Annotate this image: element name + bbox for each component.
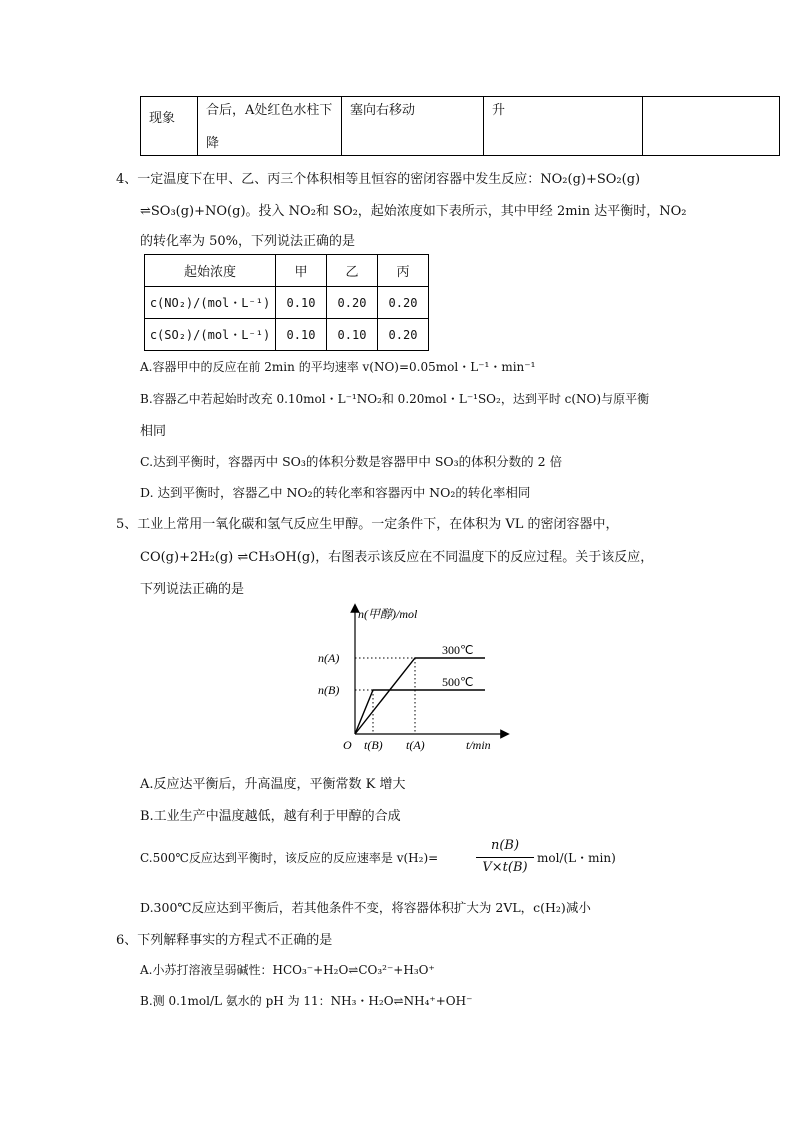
q4-option-c: C.达到平衡时，容器丙中 SO₃的体积分数是容器甲中 SO₃的体积分数的 2 倍 <box>140 454 563 469</box>
fraction-bar <box>476 857 534 858</box>
q5-stem-line1: 5、工业上常用一氧化碳和氢气反应生甲醇。一定条件下，在体积为 VL 的密闭容器中， <box>116 517 619 532</box>
q5-option-c-suffix: mol/(L・min) <box>537 851 616 865</box>
origin-label: O <box>343 738 352 752</box>
table-cell: 0.20 <box>327 287 378 319</box>
table-row <box>145 287 429 319</box>
q4-stem-line1: 4、一定温度下在甲、乙、丙三个体积相等且恒容的密闭容器中发生反应：NO₂(g)+SO₂(g) <box>116 172 641 187</box>
continuation-table <box>140 96 780 156</box>
y-axis-label: n(甲醇)/mol <box>358 607 418 621</box>
q5-stem-line3: 下列说法正确的是 <box>140 582 245 597</box>
table-cell: 0.10 <box>276 287 327 319</box>
table-cell: c(NO₂)/(mol・L⁻¹) <box>145 287 276 319</box>
table-header: 起始浓度 <box>145 255 276 287</box>
q5-option-b: B.工业生产中温度越低，越有利于甲醇的合成 <box>140 809 401 824</box>
q4-option-b: B.容器乙中若起始时改充 0.10mol・L⁻¹NO₂和 0.20mol・L⁻¹SO₂，达到平时 c(NO)与原平衡 <box>140 392 650 406</box>
table-header: 乙 <box>327 255 378 287</box>
table-header: 丙 <box>378 255 429 287</box>
table-row <box>145 319 429 351</box>
curve-300-label: 300℃ <box>442 643 474 657</box>
curve-500c <box>355 690 485 734</box>
q4-option-a: A.容器甲中的反应在前 2min 的平均速率 v(NO)=0.05mol・L⁻¹・min⁻¹ <box>140 360 536 374</box>
q5-fraction-numerator: n(B) <box>490 838 520 853</box>
table-cell: c(SO₂)/(mol・L⁻¹) <box>145 319 276 351</box>
curve-500-label: 500℃ <box>442 675 474 689</box>
curve-300c <box>355 658 485 734</box>
table-row <box>145 255 429 287</box>
table-cell: 0.10 <box>327 319 378 351</box>
table-cell: 塞向右移动 <box>350 103 416 118</box>
q4-option-d: D. 达到平衡时，容器乙中 NO₂的转化率和容器丙中 NO₂的转化率相同 <box>140 485 531 500</box>
q5-stem-line2: CO(g)+2H₂(g) ⇌CH₃OH(g)，右图表示该反应在不同温度下的反应过程。关于该反应， <box>140 550 654 565</box>
q6-option-b: B.测 0.1mol/L 氨水的 pH 为 11：NH₃・H₂O⇌NH₄⁺+OH⁻ <box>140 994 473 1008</box>
table-cell: 合后，A处红色水柱下 降 <box>206 103 333 151</box>
q6-option-a: A.小苏打溶液呈弱碱性：HCO₃⁻+H₂O⇌CO₃²⁻+H₃O⁺ <box>140 963 435 977</box>
t-b-label: t(B) <box>364 738 383 752</box>
table-cell: 升 <box>492 103 506 118</box>
q5-fraction-denominator: V×t(B) <box>482 860 528 875</box>
n-a-label: n(A) <box>318 651 340 665</box>
table-cell: 现象 <box>149 111 176 126</box>
table-cell <box>643 97 779 155</box>
q5-option-c-prefix: C.500℃反应达到平衡时，该反应的反应速率是 v(H₂)= <box>140 851 439 865</box>
table-cell: 0.20 <box>378 319 429 351</box>
table-header: 甲 <box>276 255 327 287</box>
q4-stem-line3: 的转化率为 50%，下列说法正确的是 <box>140 234 356 249</box>
q4-stem-line2: ⇌SO₃(g)+NO(g)。投入 NO₂和 SO₂，起始浓度如下表所示，其中甲经 2min 达平衡时，NO₂ <box>140 204 687 219</box>
q4-option-b-cont: 相同 <box>140 424 167 439</box>
q5-option-d: D.300℃反应达到平衡后，若其他条件不变，将容器体积扩大为 2VL，c(H₂)减小 <box>140 900 591 915</box>
q6-stem: 6、下列解释事实的方程式不正确的是 <box>116 933 333 948</box>
methanol-reaction-graph <box>310 602 510 754</box>
q5-option-a: A.反应达平衡后，升高温度，平衡常数 K 增大 <box>140 777 406 792</box>
t-a-label: t(A) <box>406 738 425 752</box>
n-b-label: n(B) <box>318 683 340 697</box>
table-cell: 0.10 <box>276 319 327 351</box>
x-axis-label: t/min <box>466 738 491 752</box>
initial-concentration-table <box>144 254 429 351</box>
table-cell: 0.20 <box>378 287 429 319</box>
